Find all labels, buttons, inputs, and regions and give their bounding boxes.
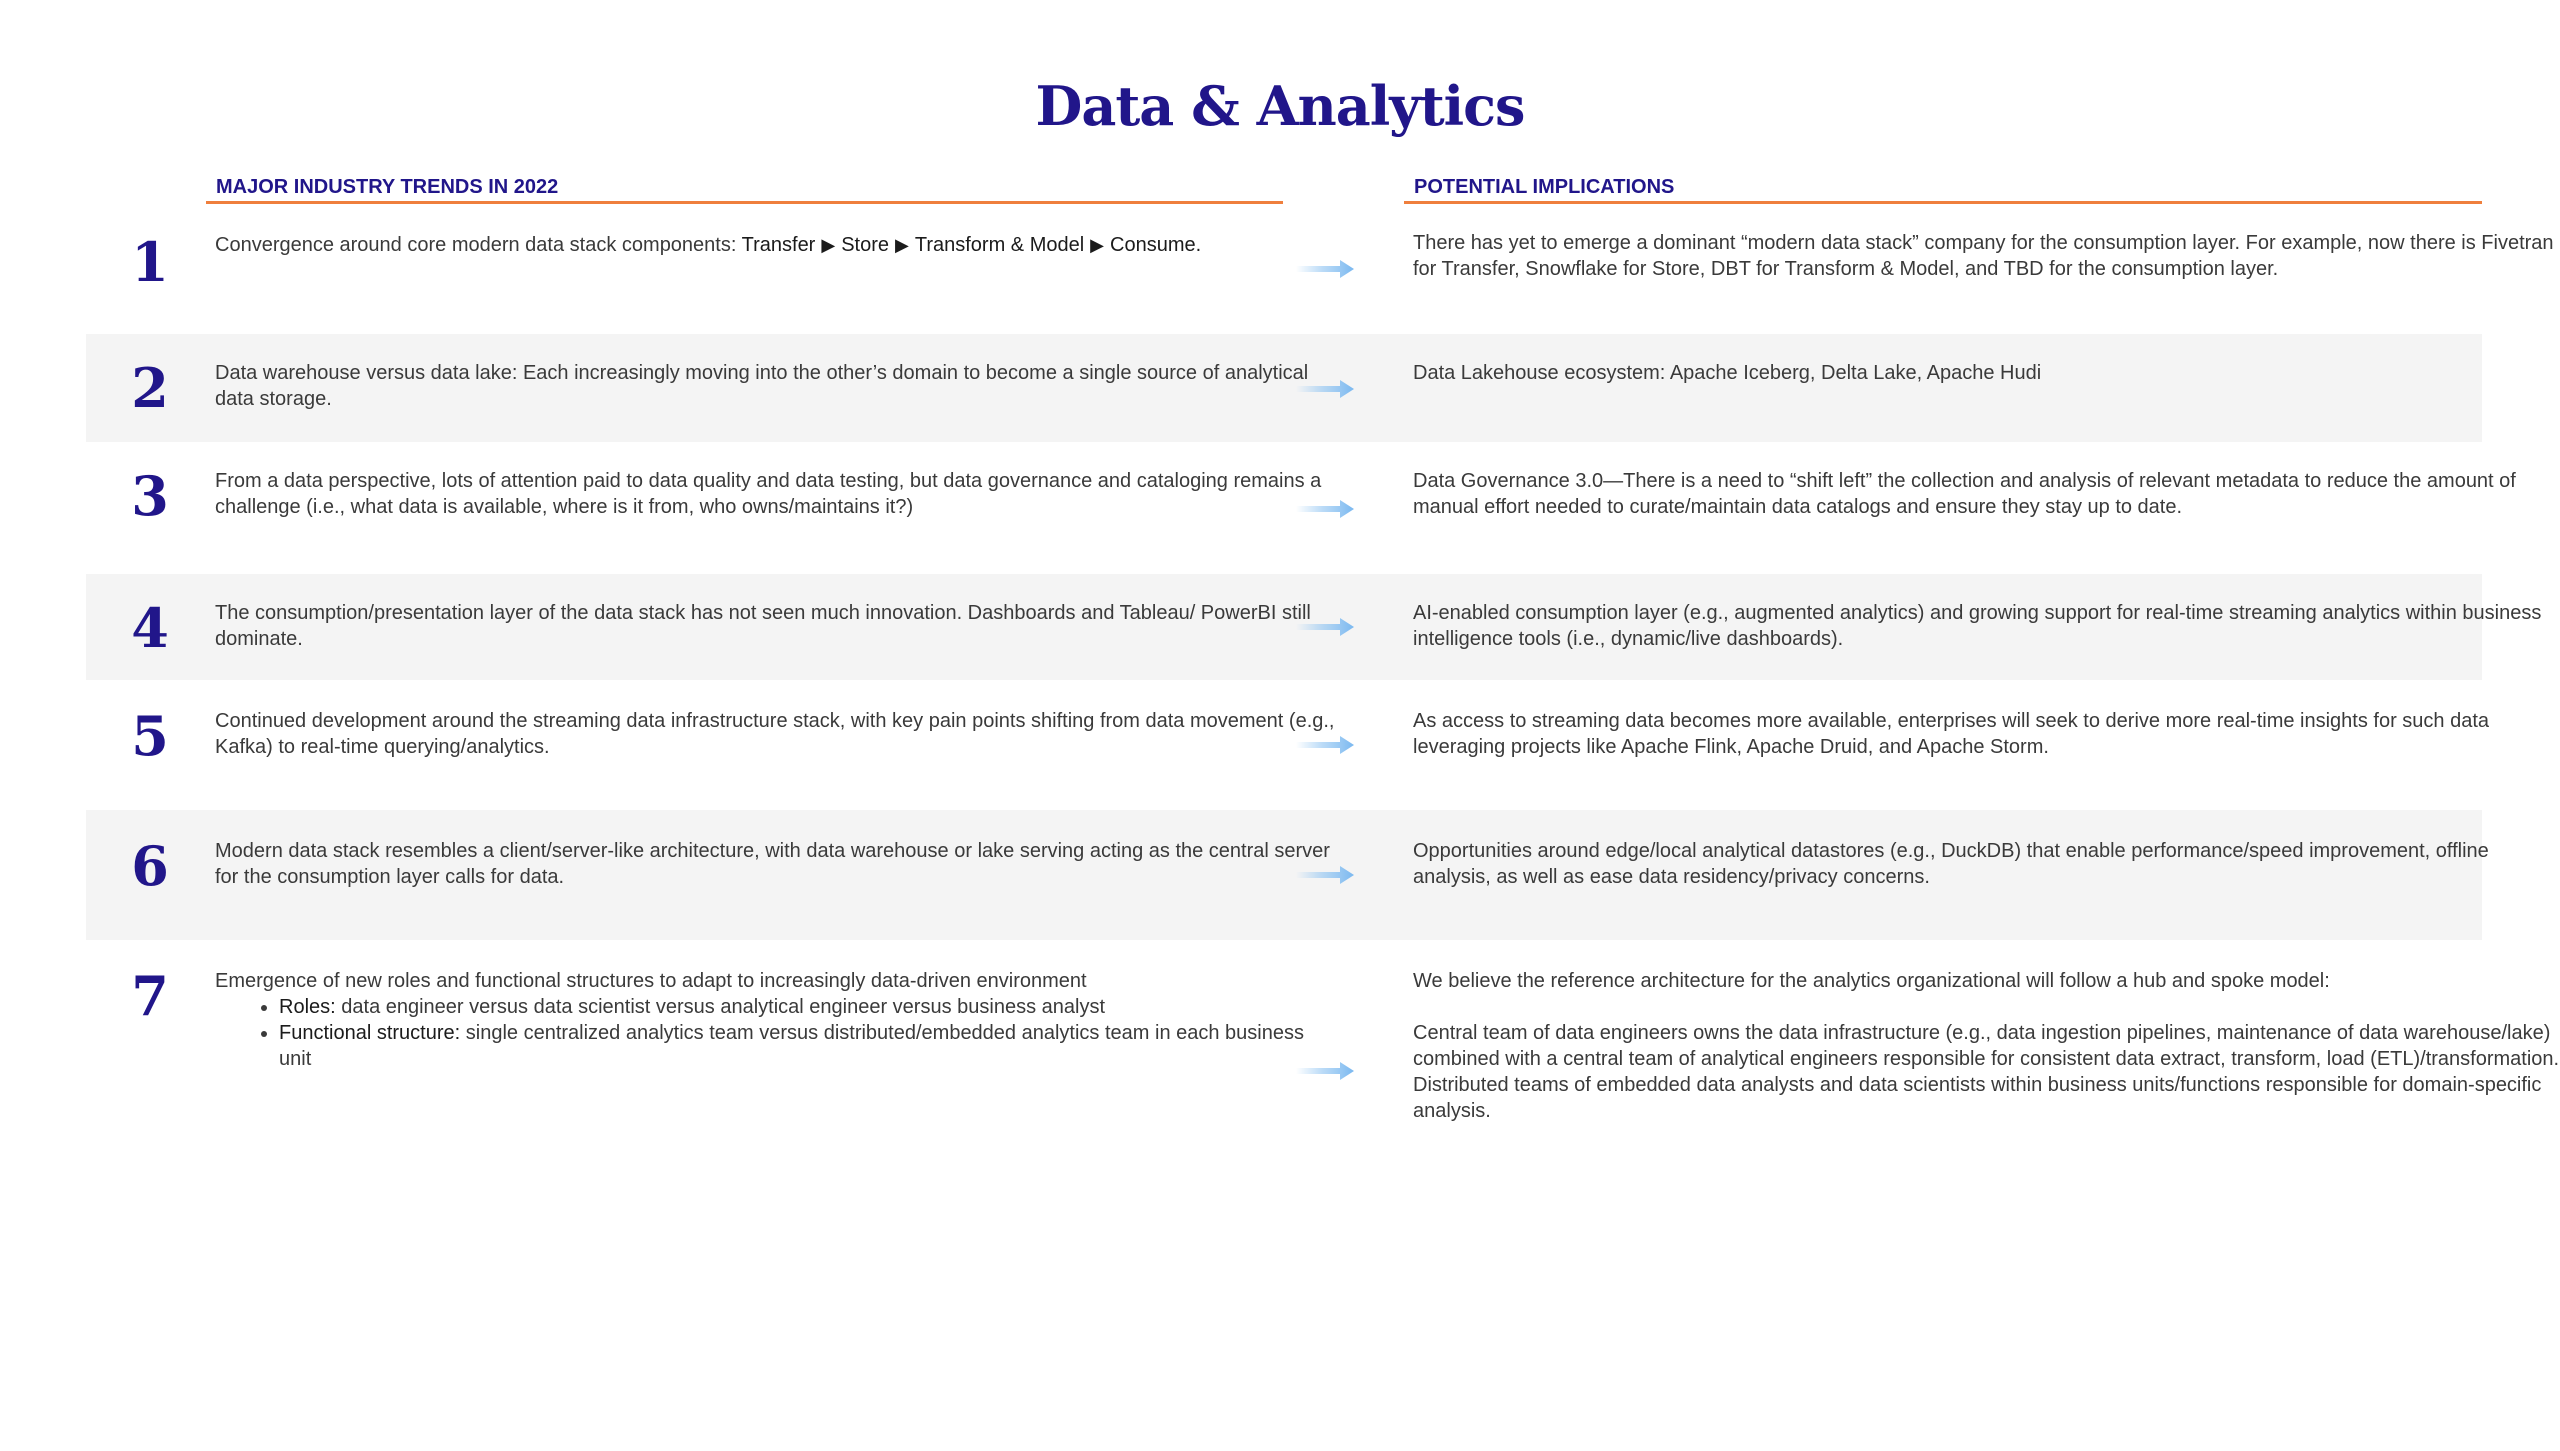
bullet-label: Roles:: [279, 996, 336, 1018]
trends-column-header: MAJOR INDUSTRY TRENDS IN 2022: [206, 172, 1283, 204]
implication-text: Data Governance 3.0—There is a need to “shift left” the collection and analysis of relevant metadata to reduce the amount of manual effort needed to curate/maintain data catalogs and ensure they stay up to date.: [1413, 470, 2516, 518]
trend-row-4: [86, 574, 2542, 680]
implication-text: As access to streaming data becomes more available, enterprises will seek to derive more real-time insights for such data leveraging projects like Apache Flink, Apache Druid, and Apache Storm.: [1413, 710, 2490, 758]
trend-text: [215, 968, 1340, 1072]
stack-step-transfer: Transfer: [741, 234, 816, 256]
row-number: 3: [131, 464, 169, 528]
trend-text: Modern data stack resembles a client/server-like architecture, with data warehouse or lake serving acting as the central server for the consumption layer calls for data.: [215, 840, 1330, 888]
row-number: 6: [131, 834, 169, 898]
trend-bullet-list: [215, 994, 1340, 1072]
trend-text: Data warehouse versus data lake: Each increasingly moving into the other’s domain to become a single source of analytical data storage.: [215, 362, 1309, 410]
trend-row-5: [86, 680, 2490, 810]
implication-paragraph-2: Central team of data engineers owns the data infrastructure (e.g., data ingestion pipelines, maintenance of data warehouse/lake) combined with a central team of analytical engineers responsible for consistent data extract, transform, load (ETL)/transformation. Distributed teams of embedded data analysts and data scientists within business units/functions responsible for domain-specific analysis.: [1413, 1022, 2560, 1122]
trend-text: The consumption/presentation layer of the data stack has not seen much innovation. Dashboards and Tableau/ PowerBI still dominate.: [215, 602, 1311, 650]
row-number: 4: [131, 596, 169, 660]
paragraph-spacer: [1413, 994, 2560, 1020]
implication-text: There has yet to emerge a dominant “modern data stack” company for the consumption layer. For example, now there is Fivetran for Transfer, Snowflake for Store, DBT for Transform & Model, and TBD for the consumption layer.: [1413, 232, 2554, 280]
play-triangle-icon: ▶: [821, 235, 836, 255]
row-number: 2: [131, 356, 169, 420]
trend-row-6: [86, 810, 2489, 940]
stack-step-transform: Transform & Model: [914, 234, 1085, 256]
implications-column-header: POTENTIAL IMPLICATIONS: [1404, 172, 2482, 204]
implication-paragraph-1: We believe the reference architecture for the analytics organizational will follow a hub and spoke model:: [1413, 970, 2330, 992]
bullet-text: single centralized analytics team versus distributed/embedded analytics team in each business unit: [279, 1022, 1304, 1070]
stack-step-consume: Consume.: [1110, 234, 1202, 256]
row-number: 7: [131, 964, 169, 1028]
trend-row-3: [86, 442, 2516, 574]
trend-intro: Emergence of new roles and functional structures to adapt to increasingly data-driven environment: [215, 970, 1087, 992]
implication-text: [1413, 968, 2560, 1124]
play-triangle-icon: ▶: [1090, 235, 1105, 255]
arrow-right-icon: [1296, 732, 1356, 758]
bullet-text: data engineer versus data scientist versus analytical engineer versus business analyst: [335, 996, 1106, 1018]
trend-row-1: [86, 214, 2554, 334]
row-number: 5: [131, 704, 169, 768]
arrow-right-icon: [1296, 256, 1356, 282]
arrow-right-icon: [1296, 614, 1356, 640]
trend-text: [215, 232, 1340, 258]
arrow-right-icon: [1296, 862, 1356, 888]
trend-intro: Convergence around core modern data stack components:: [215, 234, 742, 256]
trend-text: From a data perspective, lots of attention paid to data quality and data testing, but data governance and cataloging remains a challenge (i.e., what data is available, where is it from, who owns/maintains it?): [215, 470, 1322, 518]
arrow-right-icon: [1296, 376, 1356, 402]
bullet-label: Functional structure:: [279, 1022, 461, 1044]
trend-row-7: [86, 940, 2560, 1140]
row-number: 1: [131, 230, 169, 294]
stack-step-store: Store: [841, 234, 890, 256]
bullet-roles: [279, 994, 1340, 1020]
arrow-right-icon: [1296, 1058, 1356, 1084]
implication-text: AI-enabled consumption layer (e.g., augmented analytics) and growing support for real-time streaming analytics within business intelligence tools (i.e., dynamic/live dashboards).: [1413, 602, 2542, 650]
arrow-right-icon: [1296, 496, 1356, 522]
play-triangle-icon: ▶: [895, 235, 909, 255]
bullet-functional-structure: [279, 1020, 1340, 1072]
implication-text: Opportunities around edge/local analytical datastores (e.g., DuckDB) that enable performance/speed improvement, offline analysis, as well as ease data residency/privacy concerns.: [1413, 840, 2489, 888]
implication-text: Data Lakehouse ecosystem: Apache Iceberg, Delta Lake, Apache Hudi: [1413, 362, 2042, 384]
trend-text: Continued development around the streaming data infrastructure stack, with key pain points shifting from data movement (e.g., Kafka) to real-time querying/analytics.: [215, 710, 1335, 758]
trend-row-2: [86, 334, 2482, 442]
page-title: Data & Analytics: [1035, 74, 1525, 138]
